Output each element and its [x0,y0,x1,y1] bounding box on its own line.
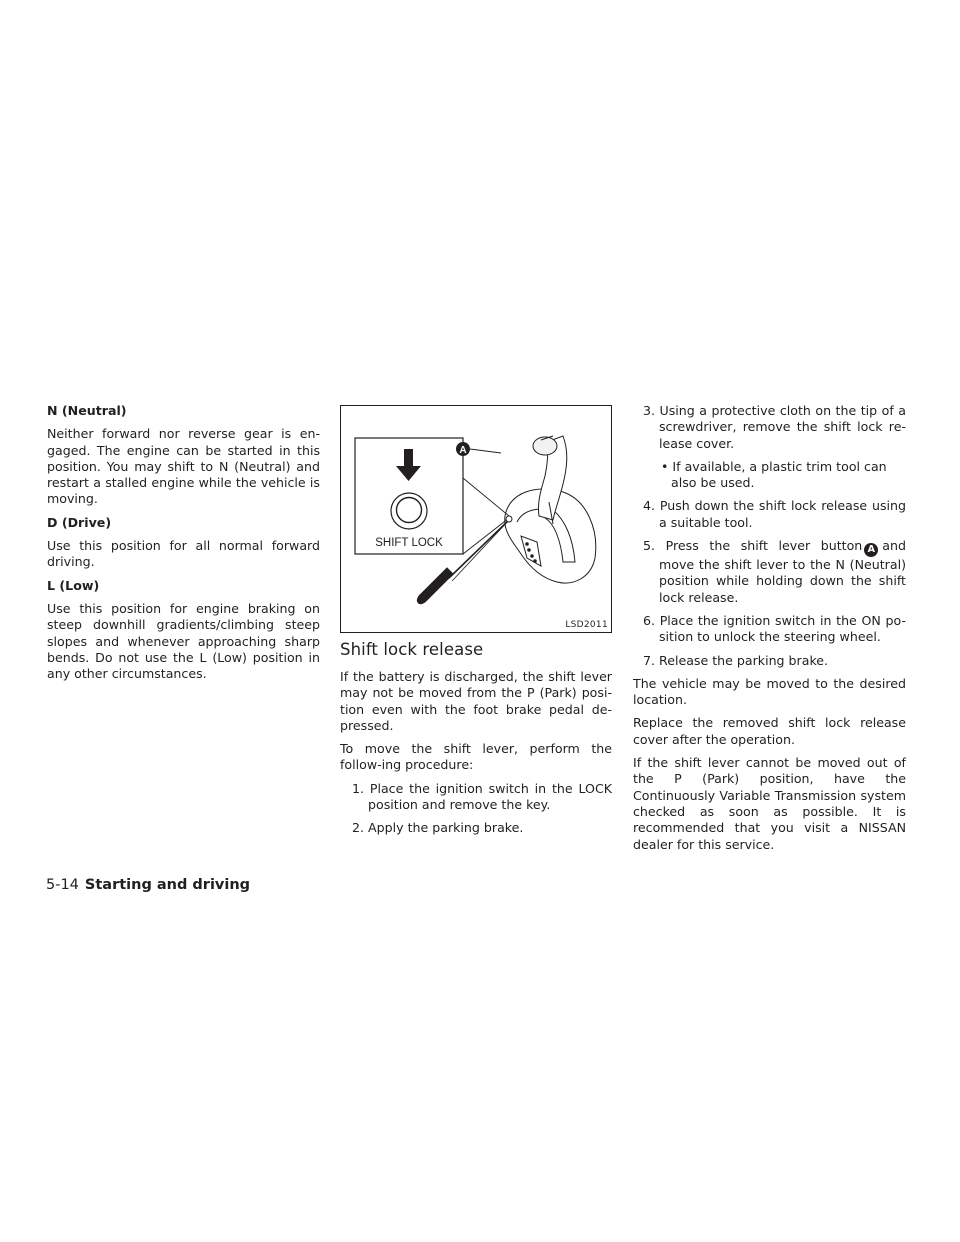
intro-text: If the battery is discharged, the shift lever may not be moved from the P (Park) posi-tion even with the foot brake pedal de-pressed. [340,669,612,733]
inset-label: SHIFT LOCK [375,537,443,549]
low-text: Use this position for engine braking on steep downhill gradients/climbing steep slopes and whenever approaching sharp bends. Do not use the L (Low) position in any other circumstances. [47,600,320,682]
step-2: 2. Apply the parking brake. [352,820,524,836]
shift-lock-button-inner [397,498,422,523]
step-5-post: and move the shift lever to the N (Neutral) position while holding down the shift lock release. [659,538,906,605]
section-title: Shift lock release [340,640,484,659]
step-5 [633,538,906,606]
step-3: 3. Using a protective cloth on the tip of a screwdriver, remove the shift lock re-lease cover. [643,403,906,451]
column-right [633,403,906,860]
page-footer [46,876,250,894]
para-dealer: If the shift lever cannot be moved out of the P (Park) position, have the Continuously Variable Transmission system checked as soon as possible. It is recommended that you visit a NISSAN dealer for this service. [633,755,906,852]
drive-text: Use this position for all normal forward driving. [47,538,320,570]
column-left [47,403,320,689]
shift-lock-illustration [341,406,611,632]
step-5-pre: 5. Press the shift lever button [643,538,863,554]
drive-heading: D (Drive) [47,514,112,530]
section-name: Starting and driving [84,877,251,893]
neutral-text: Neither forward nor reverse gear is en-gaged. The engine can be started in this position. You may shift to N (Neutral) and restart a stalled engine while the vehicle is moving. [47,426,320,507]
neutral-heading: N (Neutral) [47,403,127,418]
page-number: 5-14 [46,877,79,893]
shift-lock-figure [340,405,612,633]
step-3-bullet: • If available, a plastic trim tool can also be used. [661,458,887,491]
column-middle [340,403,612,844]
step-4: 4. Push down the shift lock release using a suitable tool. [643,498,906,530]
shift-lever-illustration [533,436,567,524]
para-move: The vehicle may be moved to the desired location. [633,675,906,708]
step-1: 1. Place the ignition switch in the LOCK position and remove the key. [352,780,612,813]
callout-a [456,442,501,456]
procedure-intro: To move the shift lever, perform the follow-ing procedure: [340,741,612,773]
low-heading: L (Low) [47,577,100,593]
figure-id: LSD2011 [565,620,608,630]
step-6: 6. Place the ignition switch in the ON po-sition to unlock the steering wheel. [643,612,906,645]
para-replace: Replace the removed shift lock release cover after the operation. [633,715,906,747]
callout-a-icon: A [864,543,878,557]
svg-text:A: A [459,445,467,456]
step-7: 7. Release the parking brake. [643,652,829,668]
